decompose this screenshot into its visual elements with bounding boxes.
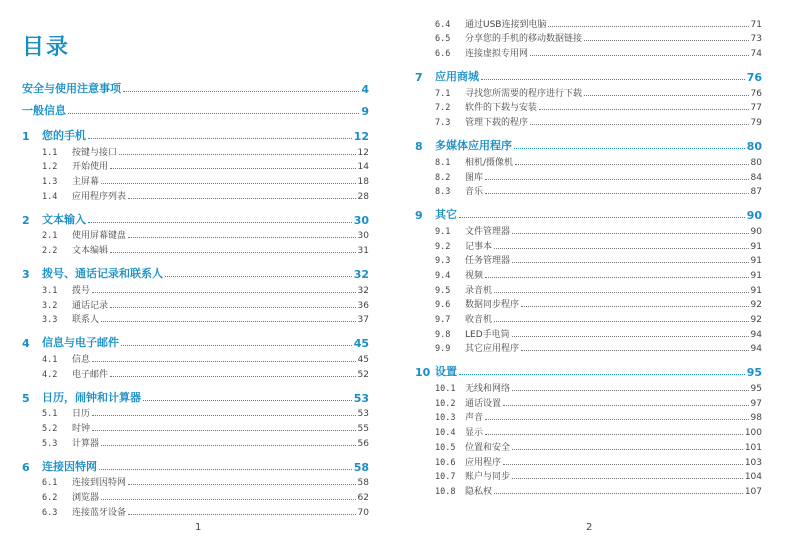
dot-leader bbox=[119, 154, 356, 155]
toc-chapter-entry[interactable] bbox=[415, 135, 762, 153]
dot-leader bbox=[485, 419, 749, 420]
toc-entry-number: 4.2 bbox=[42, 369, 58, 380]
toc-entry-number: 3.3 bbox=[42, 315, 58, 326]
toc-sub-entry[interactable] bbox=[415, 15, 762, 30]
toc-entry-title: 日历 bbox=[72, 409, 91, 420]
toc-entry-number: 9.6 bbox=[435, 300, 451, 311]
toc-entry-number: 1.3 bbox=[42, 177, 58, 188]
dot-leader bbox=[123, 91, 359, 92]
toc-entry-page: 4 bbox=[361, 83, 369, 96]
toc-entry-page: 30 bbox=[357, 231, 369, 242]
toc-entry-title: 日历，闹钟和计算器 bbox=[42, 390, 141, 404]
toc-sub-entry[interactable] bbox=[22, 488, 369, 503]
toc-entry-page: 91 bbox=[750, 270, 762, 281]
dot-leader bbox=[494, 292, 749, 293]
toc-entry-title: 图库 bbox=[465, 172, 484, 183]
toc-entry-page: 30 bbox=[353, 213, 369, 227]
toc-entry-title: 浏览器 bbox=[72, 493, 100, 503]
toc-entry-number: 6.1 bbox=[42, 478, 58, 489]
toc-entry-page: 37 bbox=[357, 315, 369, 326]
toc-entry-number: 9.9 bbox=[435, 344, 451, 355]
dot-leader bbox=[512, 336, 749, 337]
toc-entry-title: 视频 bbox=[465, 270, 484, 281]
toc-chapter-entry[interactable] bbox=[415, 361, 762, 379]
dot-leader bbox=[530, 55, 749, 56]
toc-sub-entry[interactable] bbox=[22, 172, 369, 187]
toc-entry-number: 9.8 bbox=[435, 329, 451, 340]
toc-entry-number: 10.7 bbox=[435, 472, 456, 483]
dot-leader bbox=[494, 493, 743, 494]
toc-entry-title: 相机/摄像机 bbox=[465, 157, 514, 168]
toc-entry-page: 36 bbox=[357, 300, 369, 311]
toc-entry-number: 9.1 bbox=[435, 226, 451, 237]
dot-leader bbox=[521, 350, 749, 351]
dot-leader bbox=[485, 193, 749, 194]
toc-entry-title: 连接因特网 bbox=[42, 459, 97, 473]
toc-entry-number: 1.4 bbox=[42, 191, 58, 202]
toc-entry-number: 2 bbox=[22, 213, 30, 227]
toc-entry-title: 时钟 bbox=[72, 423, 91, 434]
toc-entry-page: 95 bbox=[750, 384, 762, 395]
dot-leader bbox=[521, 306, 749, 307]
toc-entry-page: 9 bbox=[361, 105, 369, 118]
toc-entry-page: 91 bbox=[750, 285, 762, 296]
toc-entry-page: 84 bbox=[750, 172, 762, 183]
toc-entry-page: 14 bbox=[357, 162, 369, 173]
toc-sub-entry[interactable] bbox=[415, 310, 762, 325]
toc-entry-page: 18 bbox=[357, 177, 369, 188]
toc-entry-number: 5.2 bbox=[42, 423, 58, 434]
toc-entry-number: 7.2 bbox=[435, 103, 451, 114]
toc-section-entry[interactable] bbox=[22, 74, 369, 96]
toc-entry-number: 6.6 bbox=[435, 49, 451, 60]
toc-entry-title: 寻找您所需要的程序进行下载 bbox=[465, 88, 583, 99]
toc-sub-entry[interactable] bbox=[22, 419, 369, 434]
toc-entry-title: 账户与同步 bbox=[465, 472, 511, 483]
toc-entry-number: 10.6 bbox=[435, 457, 456, 468]
toc-chapter-entry[interactable] bbox=[22, 209, 369, 227]
toc-entry-number: 3.1 bbox=[42, 285, 58, 296]
dot-leader bbox=[530, 124, 749, 125]
toc-entry-page: 90 bbox=[746, 209, 762, 223]
toc-entry-number: 1.2 bbox=[42, 162, 58, 173]
toc-entry-page: 94 bbox=[750, 344, 762, 355]
toc-entry-title: 文本输入 bbox=[42, 212, 86, 226]
toc-sub-entry[interactable] bbox=[22, 281, 369, 296]
toc-entry-title: 计算器 bbox=[72, 438, 100, 449]
dot-leader bbox=[459, 217, 745, 218]
toc-entry-page: 101 bbox=[744, 442, 762, 453]
toc-entry-title: 信息 bbox=[72, 354, 91, 365]
toc-entry-number: 10.2 bbox=[435, 398, 456, 409]
toc-sub-entry[interactable] bbox=[415, 237, 762, 252]
toc-entry-number: 10.4 bbox=[435, 428, 456, 439]
toc-entry-title: 信息与电子邮件 bbox=[42, 336, 119, 350]
toc-entry-page: 91 bbox=[750, 256, 762, 267]
dot-leader bbox=[548, 26, 748, 27]
toc-entry-title: 任务管理器 bbox=[465, 256, 511, 267]
toc-entry-number: 2.2 bbox=[42, 246, 58, 257]
toc-entry-title: 使用屏幕键盘 bbox=[72, 231, 127, 242]
toc-entry-number: 6.3 bbox=[42, 507, 58, 518]
dot-leader bbox=[539, 109, 749, 110]
toc-entry-number: 3 bbox=[22, 268, 30, 282]
dot-leader bbox=[110, 252, 356, 253]
toc-entry-page: 58 bbox=[357, 478, 369, 489]
toc-entry-number: 10.8 bbox=[435, 486, 456, 497]
toc-entry-title: 无线和网络 bbox=[465, 384, 511, 395]
toc-chapter-entry[interactable] bbox=[22, 387, 369, 405]
toc-entry-page: 55 bbox=[357, 423, 369, 434]
dot-leader bbox=[92, 415, 356, 416]
toc-sub-entry[interactable] bbox=[415, 438, 762, 453]
toc-sub-entry[interactable] bbox=[415, 30, 762, 45]
toc-entry-number: 3.2 bbox=[42, 300, 58, 311]
toc-entry-page: 32 bbox=[357, 285, 369, 296]
dot-leader bbox=[584, 40, 749, 41]
toc-entry-page: 70 bbox=[357, 507, 369, 518]
toc-entry-title: 通过USB连接到电脑 bbox=[465, 19, 547, 30]
dot-leader bbox=[101, 183, 356, 184]
dot-leader bbox=[503, 405, 749, 406]
toc-entry-title: 连接蓝牙设备 bbox=[72, 507, 127, 518]
toc-entry-title: 电子邮件 bbox=[72, 369, 109, 380]
toc-sub-entry[interactable] bbox=[415, 409, 762, 424]
toc-entry-number: 10 bbox=[415, 366, 431, 380]
dot-leader bbox=[515, 164, 749, 165]
dot-leader bbox=[512, 478, 743, 479]
dot-leader bbox=[485, 434, 743, 435]
toc-entry-title: 声音 bbox=[465, 413, 484, 424]
dot-leader bbox=[99, 469, 352, 470]
toc-entry-number: 4 bbox=[22, 337, 30, 351]
dot-leader bbox=[92, 430, 356, 431]
toc-entry-page: 56 bbox=[357, 438, 369, 449]
toc-entry-page: 103 bbox=[744, 457, 762, 468]
toc-entry-page: 87 bbox=[750, 187, 762, 198]
toc-sub-entry[interactable] bbox=[22, 158, 369, 173]
toc-sub-entry[interactable] bbox=[22, 434, 369, 449]
toc-entry-page: 100 bbox=[744, 428, 762, 439]
toc-entry-title: 拨号 bbox=[72, 285, 91, 296]
toc-sub-entry[interactable] bbox=[22, 227, 369, 242]
toc-entry-page: 80 bbox=[750, 157, 762, 168]
toc-entry-title: 应用程序 bbox=[465, 457, 502, 468]
toc-entry-title: 安全与使用注意事项 bbox=[22, 82, 121, 95]
toc-entry-page: 77 bbox=[750, 103, 762, 114]
toc-sub-entry[interactable] bbox=[415, 183, 762, 198]
toc-sub-entry[interactable] bbox=[415, 44, 762, 59]
toc-entry-title: 分享您的手机的移动数据链接 bbox=[465, 34, 583, 45]
toc-entry-number: 8.1 bbox=[435, 157, 451, 168]
toc-entry-number: 6 bbox=[22, 460, 30, 474]
dot-leader bbox=[512, 449, 743, 450]
dot-leader bbox=[110, 307, 356, 308]
toc-entry-page: 58 bbox=[353, 460, 369, 474]
toc-entry-page: 45 bbox=[357, 354, 369, 365]
dot-leader bbox=[92, 292, 356, 293]
dot-leader bbox=[143, 400, 352, 401]
toc-entry-title: 通话记录 bbox=[72, 300, 109, 311]
toc-entry-page: 53 bbox=[353, 391, 369, 405]
toc-entry-page: 94 bbox=[750, 329, 762, 340]
toc-entry-number: 7 bbox=[415, 71, 423, 85]
toc-sub-entry[interactable] bbox=[415, 99, 762, 114]
dot-leader bbox=[121, 345, 352, 346]
toc-entry-title: 您的手机 bbox=[42, 129, 86, 142]
toc-entry-number: 4.1 bbox=[42, 354, 58, 365]
toc-sub-entry[interactable] bbox=[22, 187, 369, 202]
toc-chapter-entry[interactable] bbox=[415, 66, 762, 84]
dot-leader bbox=[584, 95, 749, 96]
toc-sub-entry[interactable] bbox=[415, 482, 762, 497]
page-number-right: 2 bbox=[586, 522, 593, 533]
toc-sub-entry[interactable] bbox=[22, 350, 369, 365]
dot-leader bbox=[110, 376, 356, 377]
dot-leader bbox=[512, 390, 749, 391]
dot-leader bbox=[128, 484, 356, 485]
toc-entry-title: 其它应用程序 bbox=[465, 344, 520, 355]
toc-entry-title: 设置 bbox=[435, 365, 457, 379]
toc-entry-number: 7.3 bbox=[435, 118, 451, 129]
toc-sub-entry[interactable] bbox=[22, 143, 369, 158]
toc-entry-page: 107 bbox=[744, 486, 762, 497]
toc-sub-entry[interactable] bbox=[415, 153, 762, 168]
dot-leader bbox=[128, 198, 356, 199]
toc-entry-number: 9.2 bbox=[435, 241, 451, 252]
toc-entry-number: 10.1 bbox=[435, 384, 456, 395]
toc-entry-page: 73 bbox=[750, 34, 762, 45]
toc-entry-number: 8.3 bbox=[435, 187, 451, 198]
toc-chapter-entry[interactable] bbox=[22, 456, 369, 474]
toc-sub-entry[interactable] bbox=[415, 113, 762, 128]
toc-entry-number: 9.4 bbox=[435, 270, 451, 281]
toc-entry-number: 8.2 bbox=[435, 172, 451, 183]
toc-entry-page: 98 bbox=[750, 413, 762, 424]
toc-entry-number: 1.1 bbox=[42, 147, 58, 158]
toc-entry-number: 5.1 bbox=[42, 409, 58, 420]
toc-entry-page: 45 bbox=[353, 337, 369, 351]
toc-entry-title: 软件的下载与安装 bbox=[465, 103, 538, 114]
toc-sub-entry[interactable] bbox=[415, 266, 762, 281]
toc-entry-title: 数据同步程序 bbox=[465, 300, 520, 311]
toc-sub-entry[interactable] bbox=[415, 168, 762, 183]
toc-entry-number: 6.5 bbox=[435, 34, 451, 45]
toc-entry-number: 9.3 bbox=[435, 256, 451, 267]
toc-entry-title: 管理下载的程序 bbox=[465, 118, 529, 129]
toc-entry-page: 71 bbox=[750, 19, 762, 30]
toc-entry-title: 其它 bbox=[435, 208, 457, 222]
dot-leader bbox=[459, 374, 745, 375]
toc-entry-page: 53 bbox=[357, 409, 369, 420]
toc-entry-number: 10.3 bbox=[435, 413, 456, 424]
toc-entry-title: 多媒体应用程序 bbox=[435, 139, 512, 153]
toc-entry-title: 收音机 bbox=[465, 315, 493, 325]
toc-entry-title: 开始使用 bbox=[72, 162, 109, 173]
toc-chapter-entry[interactable] bbox=[22, 263, 369, 281]
toc-entry-number: 9 bbox=[415, 209, 423, 223]
toc-entry-page: 31 bbox=[357, 246, 369, 257]
toc-entry-number: 5 bbox=[22, 391, 30, 405]
toc-entry-title: 连接虚拟专用网 bbox=[465, 49, 529, 60]
dot-leader bbox=[485, 179, 749, 180]
toc-sub-entry[interactable] bbox=[415, 468, 762, 483]
dot-leader bbox=[512, 233, 749, 234]
toc-entry-number: 2.1 bbox=[42, 231, 58, 242]
toc-entry-title: 显示 bbox=[465, 428, 484, 439]
toc-entry-title: LED手电筒 bbox=[465, 329, 510, 340]
toc-sub-entry[interactable] bbox=[22, 241, 369, 256]
toc-entry-title: 应用商城 bbox=[435, 70, 479, 84]
toc-entry-title: 一般信息 bbox=[22, 104, 66, 117]
dot-leader bbox=[494, 321, 749, 322]
toc-entry-page: 12 bbox=[357, 147, 369, 158]
dot-leader bbox=[481, 79, 745, 80]
toc-sub-entry[interactable] bbox=[415, 453, 762, 468]
toc-entry-title: 录音机 bbox=[465, 285, 493, 296]
toc-chapter-entry[interactable] bbox=[415, 204, 762, 222]
dot-leader bbox=[101, 321, 356, 322]
dot-leader bbox=[128, 237, 356, 238]
toc-sub-entry[interactable] bbox=[22, 365, 369, 380]
toc-entry-title: 连接到因特网 bbox=[72, 478, 127, 489]
toc-sub-entry[interactable] bbox=[415, 394, 762, 409]
toc-entry-title: 拨号、通话记录和联系人 bbox=[42, 267, 163, 281]
toc-entry-title: 按键与接口 bbox=[72, 147, 118, 158]
toc-entry-title: 文件管理器 bbox=[465, 226, 511, 237]
dot-leader bbox=[165, 276, 352, 277]
dot-leader bbox=[485, 277, 749, 278]
dot-leader bbox=[88, 138, 352, 139]
toc-sub-entry[interactable] bbox=[22, 311, 369, 326]
toc-entry-number: 6.2 bbox=[42, 493, 58, 503]
toc-entry-number: 1 bbox=[22, 130, 30, 143]
left-toc-list bbox=[22, 74, 369, 518]
dot-leader bbox=[101, 445, 356, 446]
toc-sub-entry[interactable] bbox=[415, 379, 762, 394]
toc-section-entry[interactable] bbox=[22, 96, 369, 118]
toc-chapter-entry[interactable] bbox=[22, 332, 369, 350]
toc-entry-page: 80 bbox=[746, 140, 762, 154]
toc-entry-page: 62 bbox=[357, 493, 369, 503]
toc-entry-page: 74 bbox=[750, 49, 762, 60]
toc-sub-entry[interactable] bbox=[22, 296, 369, 311]
toc-entry-title: 主屏幕 bbox=[72, 177, 100, 188]
toc-entry-title: 联系人 bbox=[72, 315, 100, 326]
toc-entry-title: 隐私权 bbox=[465, 486, 493, 497]
toc-entry-page: 32 bbox=[353, 268, 369, 282]
toc-entry-page: 91 bbox=[750, 241, 762, 252]
toc-entry-page: 90 bbox=[750, 226, 762, 237]
toc-sub-entry[interactable] bbox=[415, 340, 762, 355]
toc-entry-page: 79 bbox=[750, 118, 762, 129]
toc-entry-number: 9.7 bbox=[435, 315, 451, 325]
toc-sub-entry[interactable] bbox=[22, 474, 369, 489]
toc-entry-page: 97 bbox=[750, 398, 762, 409]
toc-chapter-entry[interactable] bbox=[22, 125, 369, 143]
toc-entry-page: 76 bbox=[750, 88, 762, 99]
toc-sub-entry[interactable] bbox=[415, 281, 762, 296]
toc-title: 目录 bbox=[22, 35, 71, 60]
dot-leader bbox=[514, 148, 745, 149]
toc-entry-page: 76 bbox=[746, 71, 762, 85]
dot-leader bbox=[128, 514, 356, 515]
toc-entry-title: 位置和安全 bbox=[465, 442, 511, 453]
toc-entry-number: 6.4 bbox=[435, 19, 451, 30]
dot-leader bbox=[68, 113, 359, 114]
dot-leader bbox=[101, 499, 356, 500]
right-toc-list bbox=[415, 15, 762, 497]
toc-entry-page: 52 bbox=[357, 369, 369, 380]
toc-sub-entry[interactable] bbox=[415, 222, 762, 237]
right-page bbox=[393, 0, 786, 559]
toc-entry-page: 104 bbox=[744, 472, 762, 483]
dot-leader bbox=[110, 168, 356, 169]
dot-leader bbox=[494, 248, 749, 249]
toc-sub-entry[interactable] bbox=[415, 423, 762, 438]
toc-entry-title: 记事本 bbox=[465, 241, 493, 252]
dot-leader bbox=[92, 361, 356, 362]
toc-sub-entry[interactable] bbox=[415, 84, 762, 99]
toc-sub-entry[interactable] bbox=[22, 503, 369, 518]
toc-entry-page: 28 bbox=[357, 191, 369, 202]
toc-sub-entry[interactable] bbox=[22, 405, 369, 420]
toc-entry-number: 9.5 bbox=[435, 285, 451, 296]
toc-sub-entry[interactable] bbox=[415, 252, 762, 267]
toc-entry-number: 5.3 bbox=[42, 438, 58, 449]
toc-sub-entry[interactable] bbox=[415, 296, 762, 311]
toc-sub-entry[interactable] bbox=[415, 325, 762, 340]
toc-entry-page: 92 bbox=[750, 315, 762, 325]
toc-entry-title: 应用程序列表 bbox=[72, 191, 127, 202]
toc-entry-number: 10.5 bbox=[435, 442, 456, 453]
toc-entry-page: 95 bbox=[746, 366, 762, 380]
toc-entry-title: 音乐 bbox=[465, 187, 484, 198]
dot-leader bbox=[88, 222, 352, 223]
toc-entry-page: 12 bbox=[353, 130, 369, 143]
toc-entry-number: 8 bbox=[415, 140, 423, 154]
toc-entry-number: 7.1 bbox=[435, 88, 451, 99]
dot-leader bbox=[503, 464, 743, 465]
page-number-left: 1 bbox=[195, 522, 202, 533]
toc-entry-title: 文本编辑 bbox=[72, 246, 109, 257]
dot-leader bbox=[512, 262, 749, 263]
toc-entry-page: 92 bbox=[750, 300, 762, 311]
toc-entry-title: 通话设置 bbox=[465, 398, 502, 409]
